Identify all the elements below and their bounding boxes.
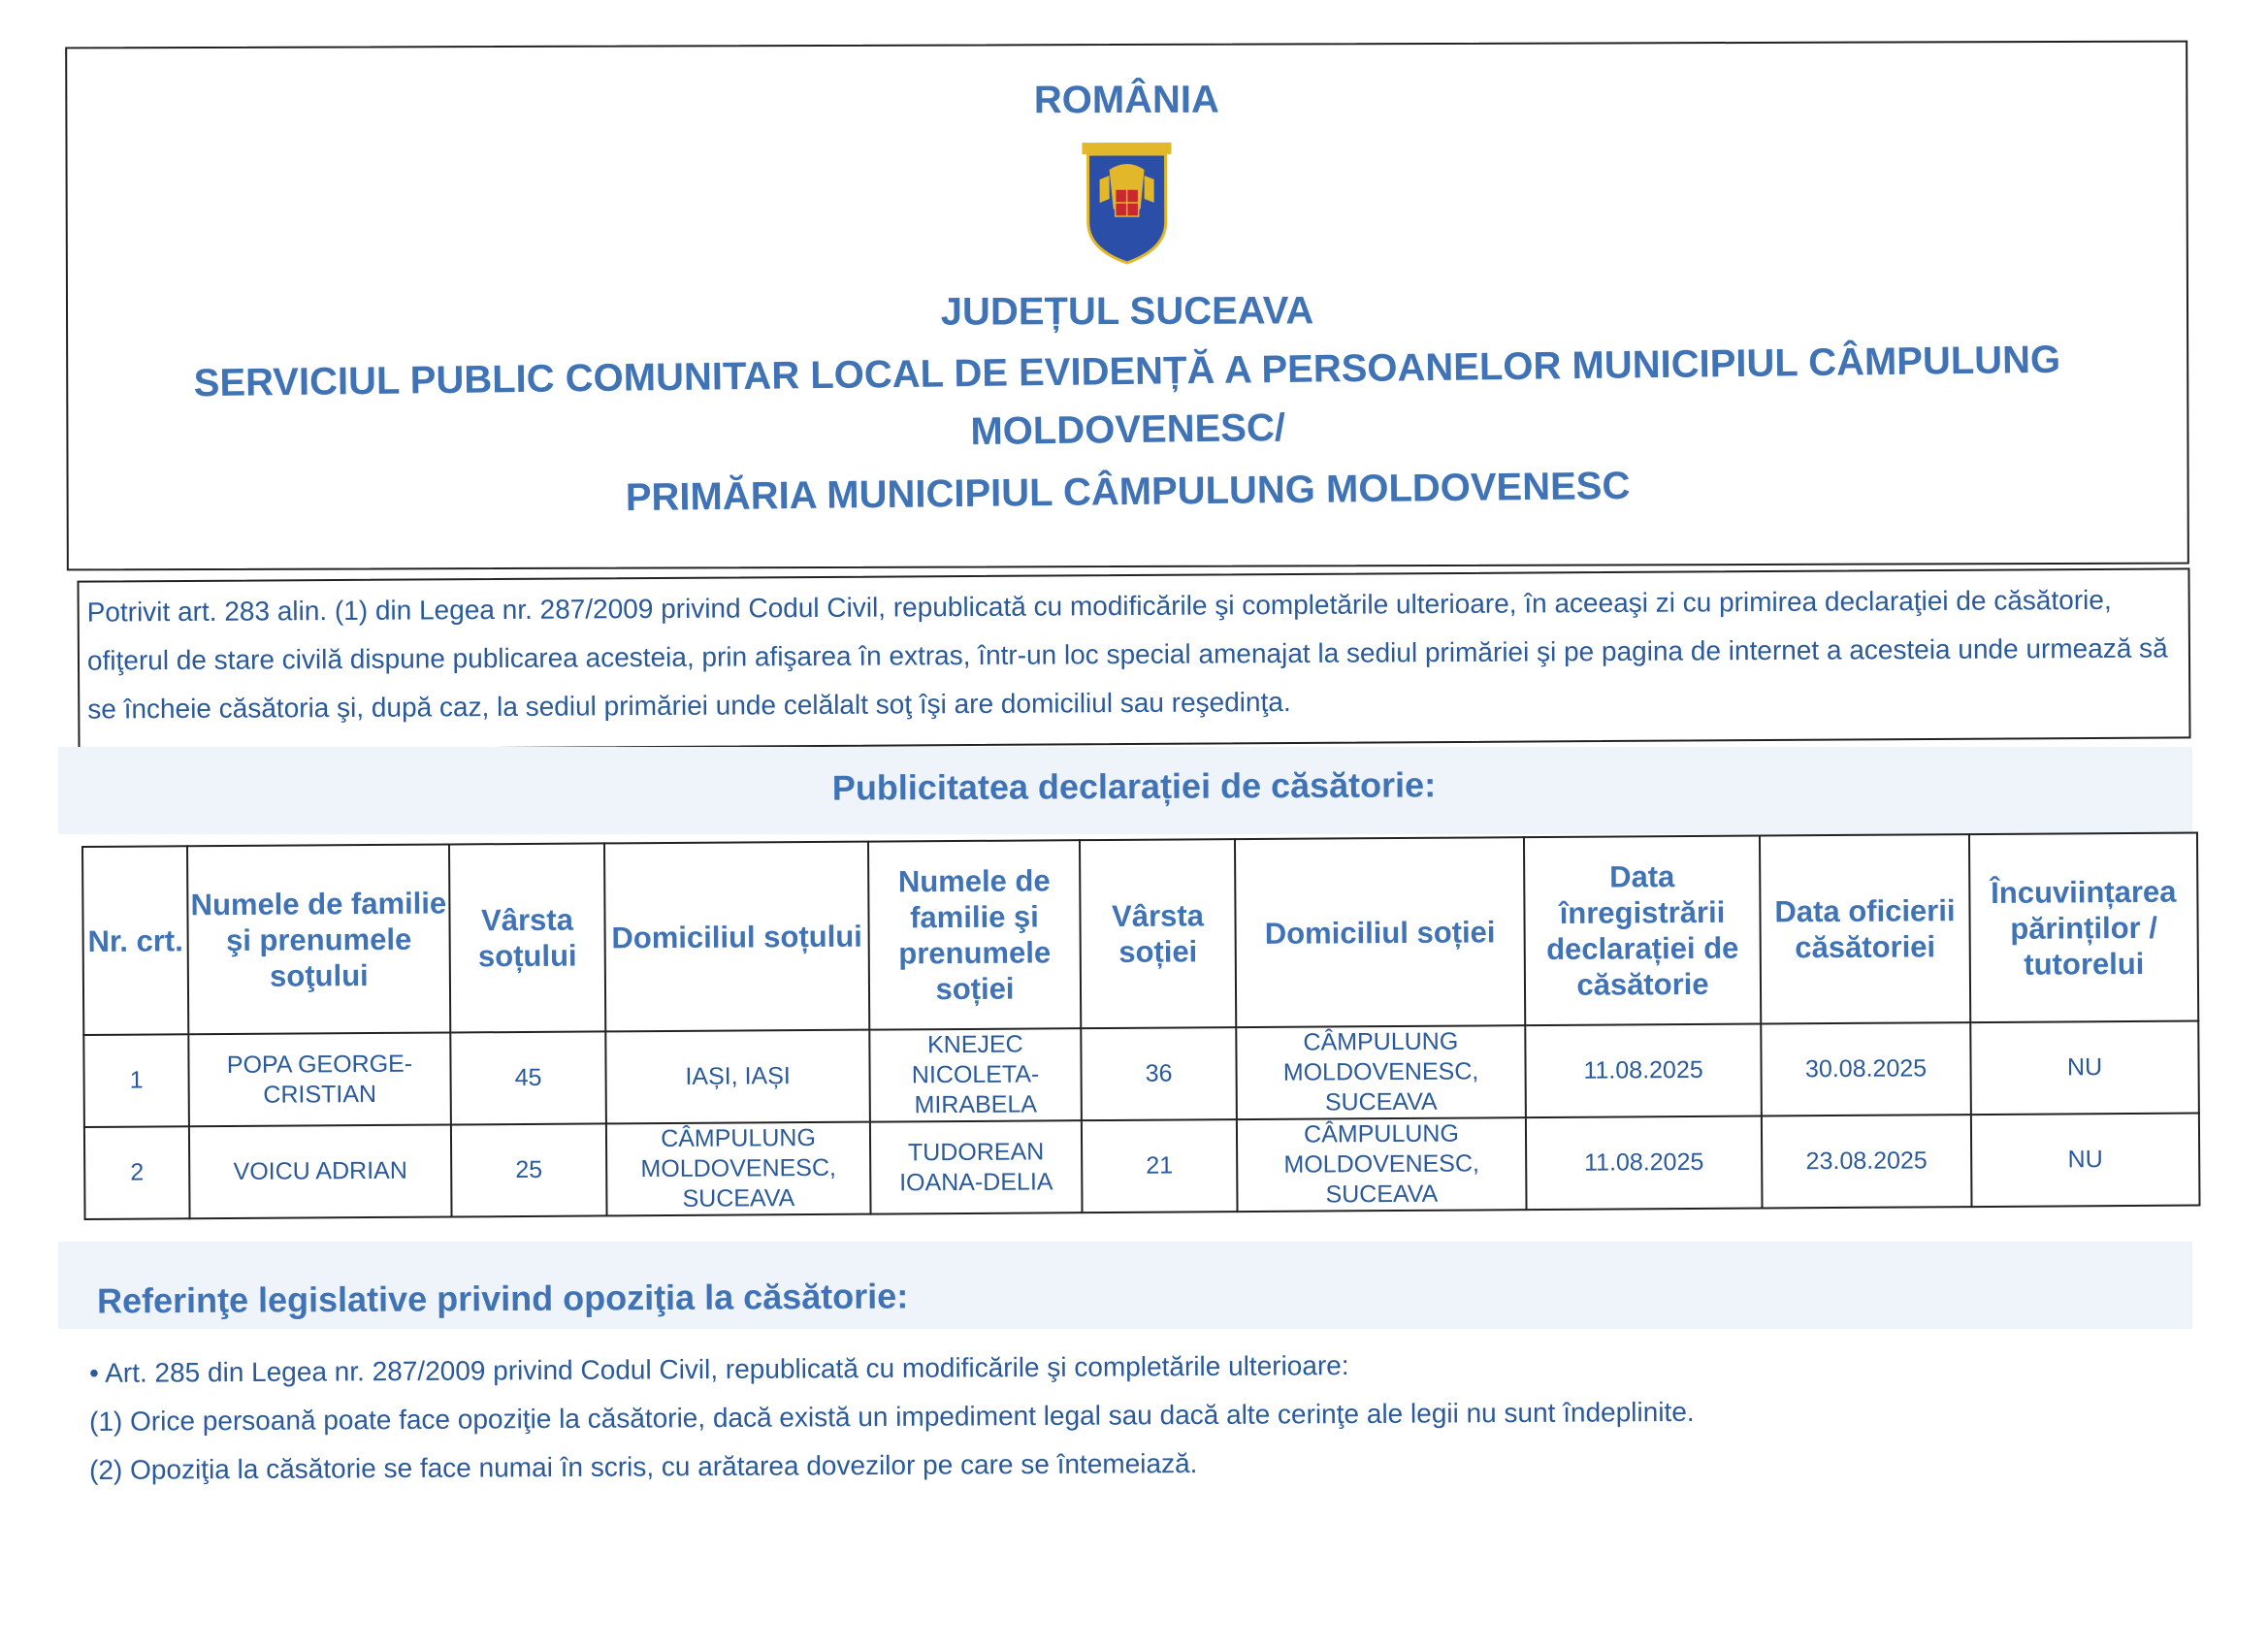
references-title: Referinţe legislative privind opoziţia la căsătorie: bbox=[96, 1276, 909, 1321]
wife-name: TUDOREAN IOANA-DELIA bbox=[870, 1120, 1083, 1213]
header-box bbox=[65, 41, 2189, 571]
wife-name: KNEJEC NICOLETA-MIRABELA bbox=[869, 1028, 1082, 1121]
husband-domicile: CÂMPULUNG MOLDOVENESC, SUCEAVA bbox=[606, 1122, 871, 1216]
reference-line: (1) Orice persoană poate face opoziţie la căsătorie, dacă există un impediment legal sau dacă alte cerinţe ale legii nu sunt îndeplinite. bbox=[89, 1396, 1695, 1437]
marriage-date: 23.08.2025 bbox=[1762, 1115, 1972, 1208]
parental-consent: NU bbox=[1970, 1021, 2199, 1116]
registration-date: 11.08.2025 bbox=[1526, 1116, 1763, 1211]
column-header: Vârsta soțului bbox=[449, 843, 605, 1032]
column-header: Numele de familie şi prenumele soţului bbox=[187, 844, 450, 1034]
column-header: Domiciliul soțului bbox=[604, 842, 869, 1032]
wife-age: 21 bbox=[1082, 1119, 1238, 1212]
column-header: Vârsta soției bbox=[1080, 839, 1236, 1028]
country-title: ROMÂNIA bbox=[1033, 78, 1219, 122]
wife-age: 36 bbox=[1081, 1027, 1237, 1120]
reference-line: (2) Opoziţia la căsătorie se face numai în scris, cu arătarea dovezilor pe care se întemeiază. bbox=[89, 1448, 1198, 1485]
column-header: Data oficierii căsătoriei bbox=[1760, 834, 1970, 1023]
wife-domicile: CÂMPULUNG MOLDOVENESC, SUCEAVA bbox=[1237, 1117, 1527, 1212]
column-header: Data înregistrării declarației de căsătorie bbox=[1524, 836, 1761, 1026]
husband-age: 45 bbox=[450, 1031, 606, 1124]
marriage-table bbox=[81, 832, 2199, 1220]
table-row bbox=[83, 1021, 2199, 1127]
publicity-title: Publicitatea declarației de căsătorie: bbox=[831, 764, 1437, 808]
reference-line: • Art. 285 din Legea nr. 287/2009 privind Codul Civil, republicată cu modificările şi completările ulterioare: bbox=[89, 1350, 1349, 1388]
column-header: Domiciliul soției bbox=[1235, 837, 1525, 1027]
table-row bbox=[84, 1114, 2200, 1219]
marriage-date: 30.08.2025 bbox=[1761, 1022, 1971, 1116]
parental-consent: NU bbox=[1971, 1114, 2200, 1208]
husband-name: VOICU ADRIAN bbox=[189, 1124, 452, 1218]
wife-domicile: CÂMPULUNG MOLDOVENESC, SUCEAVA bbox=[1236, 1025, 1526, 1119]
table-header-row bbox=[82, 833, 2198, 1035]
service-title: SERVICIUL PUBLIC COMUNITAR LOCAL DE EVIDENȚĂ A PERSOANELOR MUNICIPIUL CÂMPULUNG MOLDOVENESC/ bbox=[193, 338, 2061, 454]
city-hall-title: PRIMĂRIA MUNICIPIUL CÂMPULUNG MOLDOVENESC bbox=[625, 464, 1631, 520]
county-title: JUDEȚUL SUCEAVA bbox=[940, 289, 1314, 334]
column-header: Încuviințarea părinților / tutorelui bbox=[1969, 833, 2198, 1023]
column-header: Numele de familie şi prenumele soției bbox=[868, 840, 1081, 1029]
husband-domicile: IAȘI, IAȘI bbox=[605, 1030, 870, 1124]
husband-name: POPA GEORGE-CRISTIAN bbox=[188, 1032, 451, 1126]
legal-notice: Potrivit art. 283 alin. (1) din Legea nr. 287/2009 privind Codul Civil, republicată cu modificările şi completările ulterioare, în aceeaşi zi cu primirea declaraţiei de căsătorie, ofiţerul de stare civilă dispune publicarea acesteia, prin afişarea în extras, într-un loc special amenajat la sediul primăriei şi pe pagina de internet a acesteia unde urmează să se încheie căsătoria şi, după caz, la sediul primăriei unde celălalt soţ îşi are domiciliul sau reşedinţa. bbox=[77, 567, 2190, 751]
registration-date: 11.08.2025 bbox=[1525, 1024, 1762, 1118]
coat-of-arms-icon bbox=[1080, 141, 1173, 267]
husband-age: 25 bbox=[451, 1123, 607, 1216]
row-number: 2 bbox=[84, 1126, 190, 1219]
row-number: 1 bbox=[83, 1034, 189, 1127]
column-header: Nr. crt. bbox=[82, 846, 188, 1035]
